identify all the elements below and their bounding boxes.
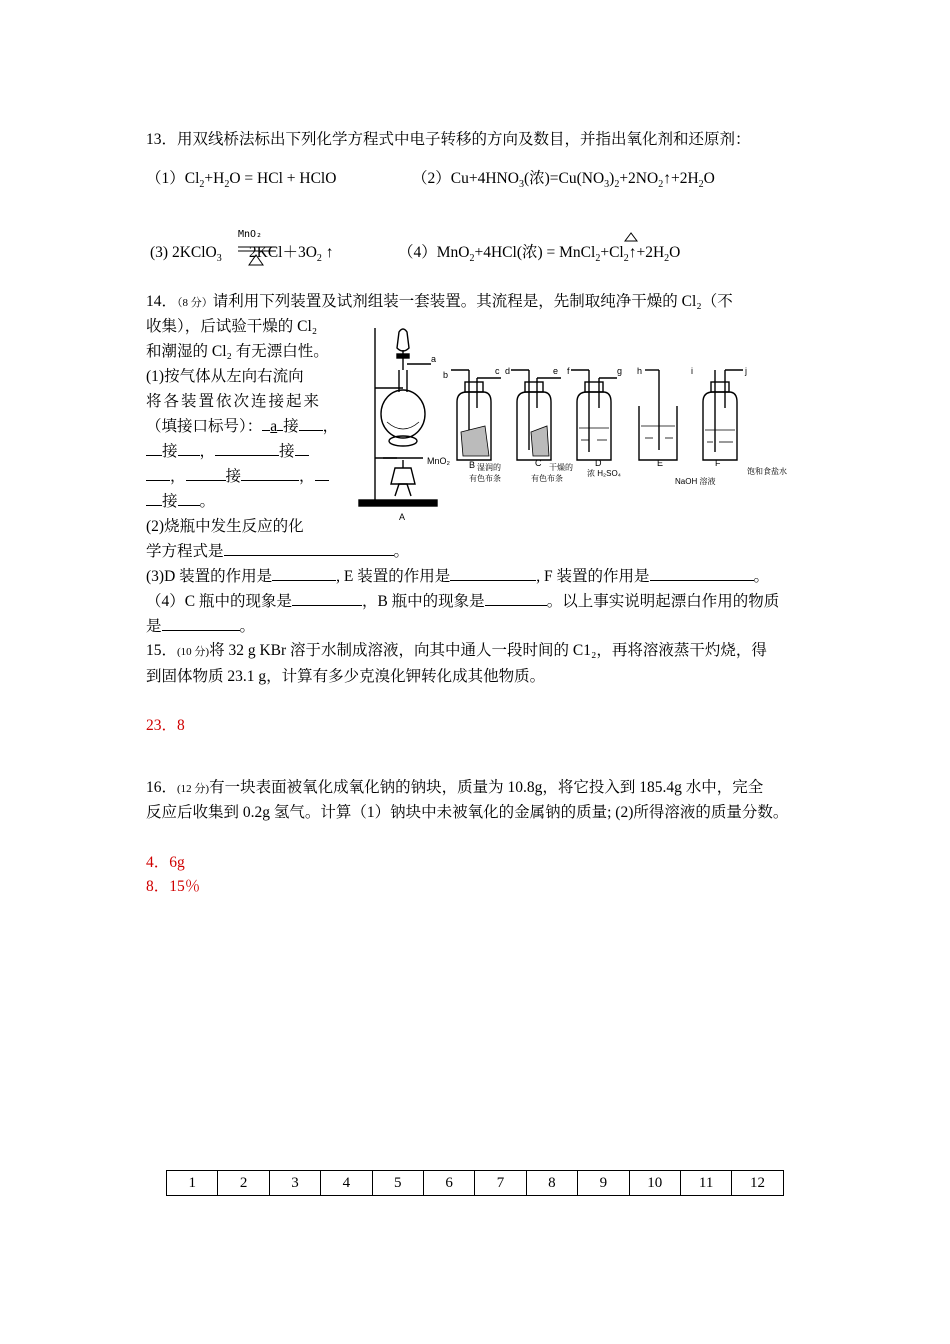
label-d-reagent: 浓 H₂SO₄ xyxy=(587,469,621,478)
answer-cell-7[interactable]: 7 xyxy=(475,1171,526,1196)
label-e-reagent: NaOH 溶液 xyxy=(675,477,716,486)
answer-cell-12[interactable]: 12 xyxy=(732,1171,783,1196)
answer-blank[interactable] xyxy=(215,441,279,456)
q15-line-2: 到固体物质 23.1 g，计算有多少克溴化钾转化成其他物质。 xyxy=(146,668,546,685)
label-b-reagent-2: 有色布条 xyxy=(469,474,501,483)
port-d: d xyxy=(505,366,511,376)
bottle-d xyxy=(577,392,611,460)
answer-cell-2[interactable]: 2 xyxy=(218,1171,269,1196)
answer-cell-4[interactable]: 4 xyxy=(321,1171,372,1196)
q14-line-8: ， 接 ， xyxy=(146,464,329,486)
answer-blank[interactable] xyxy=(650,566,754,581)
label-f-reagent: 饱和食盐水 xyxy=(747,467,787,476)
port-b: b xyxy=(443,370,449,380)
label-b: B xyxy=(469,460,476,470)
answer-blank[interactable] xyxy=(315,466,329,481)
answer-cell-11[interactable]: 11 xyxy=(680,1171,731,1196)
q14-line-1: 14．（8 分）请利用下列装置及试剂组装一套装置。其流程是，先制取纯净干燥的 Cl₂（不 xyxy=(146,293,733,310)
bottle-f xyxy=(703,392,737,460)
q16-answer-1: 4．6g xyxy=(146,854,185,871)
q14-line-11: 学方程式是 。 xyxy=(146,543,410,560)
answer-table xyxy=(166,1170,784,1196)
port-j: j xyxy=(745,366,747,376)
port-e: e xyxy=(553,366,559,376)
answer-cell-10[interactable]: 10 xyxy=(629,1171,680,1196)
answer-blank[interactable] xyxy=(162,616,240,631)
answer-blank[interactable] xyxy=(299,416,323,431)
port-f: f xyxy=(567,366,570,376)
q13-equation-1: $(1)Cl_2+H_2O$ = HCl + HClO xyxy=(146,170,337,191)
answer-blank[interactable] xyxy=(178,491,200,506)
answer-cell-5[interactable]: 5 xyxy=(372,1171,423,1196)
answer-blank[interactable] xyxy=(146,441,162,456)
q14-line-3: 和潮湿的 Cl₂ 有无漂白性。 xyxy=(146,343,329,360)
label-mno2: MnO₂ xyxy=(427,456,450,466)
label-c-reagent-2: 有色布条 xyxy=(531,474,563,483)
port-c: c xyxy=(495,366,500,376)
answer-blank[interactable] xyxy=(272,566,336,581)
q16-line-2: 反应后收集到 0.2g 氢气。计算（1）钠块中未被氧化的金属钠的质量; (2)所得溶液的质量分数。 xyxy=(146,804,789,821)
answer-blank[interactable] xyxy=(224,541,394,556)
label-f: F xyxy=(715,458,721,468)
answer-blank[interactable] xyxy=(241,466,299,481)
q15-line-1: 15．(10 分)将 32 g KBr 溶于水制成溶液，向其中通人一段时间的 C1₂，再将溶液蒸干灼烧，得 xyxy=(146,642,767,659)
answer-blank[interactable] xyxy=(450,566,536,581)
q15-answer: 23．8 xyxy=(146,717,185,734)
q14-line-12: (3)D 装置的作用是 , E 装置的作用是 , F 装置的作用是 。 xyxy=(146,568,770,585)
label-b-reagent-1: 湿润的 xyxy=(477,463,501,472)
funnel-bulb xyxy=(397,329,409,351)
q13-equation-2: $(2)Cu+4HNO_3$(浓)$=Cu(NO_3)_2+2NO_2↑+2H_2O$ xyxy=(412,170,715,191)
q14-line-7: 接 ， 接 xyxy=(146,439,309,461)
q13-condition-symbol xyxy=(236,242,280,268)
label-c: C xyxy=(535,458,542,468)
answer-cell-1[interactable]: 1 xyxy=(167,1171,218,1196)
answer-cell-3[interactable]: 3 xyxy=(269,1171,320,1196)
port-h: h xyxy=(637,366,643,376)
stand-base xyxy=(359,500,437,506)
q14-line-14: 是 。 xyxy=(146,618,256,635)
q16-line-1: 16．(12 分)有一块表面被氧化成氧化钠的钠块，质量为 10.8g，将它投入到 185.4g 水中，完全 xyxy=(146,779,764,796)
answer-blank[interactable] xyxy=(146,466,170,481)
answer-blank[interactable] xyxy=(292,591,362,606)
answer-blank[interactable] xyxy=(146,491,162,506)
q13-catalyst-label: MnO₂ xyxy=(238,229,263,240)
label-a: A xyxy=(399,512,406,522)
answer-blank[interactable] xyxy=(178,441,200,456)
q13-title: 13．用双线桥法标出下列化学方程式中电子转移的方向及数目，并指出氧化剂和还原剂： xyxy=(146,131,751,148)
q14-line-6: （填接口标号）： a 接 ， xyxy=(146,418,339,435)
answer-blank[interactable] xyxy=(295,441,309,456)
answer-cell-8[interactable]: 8 xyxy=(526,1171,577,1196)
label-d: D xyxy=(595,458,602,468)
heat-triangle-icon xyxy=(624,232,638,242)
q14-line-2: 收集），后试验干燥的 Cl₂ xyxy=(146,318,318,335)
q14-line-10: (2)烧瓶中发生反应的化 xyxy=(146,518,304,535)
q14-line-4: (1)按气体从左向右流向 xyxy=(146,368,304,385)
answer-cell-9[interactable]: 9 xyxy=(578,1171,629,1196)
beaker-e xyxy=(639,406,677,460)
port-i: i xyxy=(691,366,693,376)
answer-cell-6[interactable]: 6 xyxy=(423,1171,474,1196)
answer-blank[interactable] xyxy=(485,591,547,606)
q14-line-5: 将各装置依次连接起来 xyxy=(146,393,322,410)
flask-body xyxy=(381,390,425,438)
q16-answer-2: 8．15％ xyxy=(146,878,201,895)
answer-table-row xyxy=(167,1171,784,1196)
label-e: E xyxy=(657,458,664,468)
q14-line-13: （4）C 瓶中的现象是 ，B 瓶中的现象是 。以上事实说明起漂白作用的物质 xyxy=(146,593,780,610)
apparatus-diagram xyxy=(355,318,810,523)
q13-equation-3: (3) 2KClO$_3$ $2KCl+3O_2$ ↑ xyxy=(150,244,334,265)
q14-line-9: 接 。 xyxy=(146,489,215,511)
port-a: a xyxy=(431,354,437,364)
port-g: g xyxy=(617,366,623,376)
answer-blank[interactable] xyxy=(186,466,226,481)
label-c-reagent-1: 干燥的 xyxy=(549,463,573,472)
q13-equation-4: （4）MnO$_2$+4HCl(浓) = $MnCl_2+Cl_2↑+2H_2O$ xyxy=(398,244,681,265)
